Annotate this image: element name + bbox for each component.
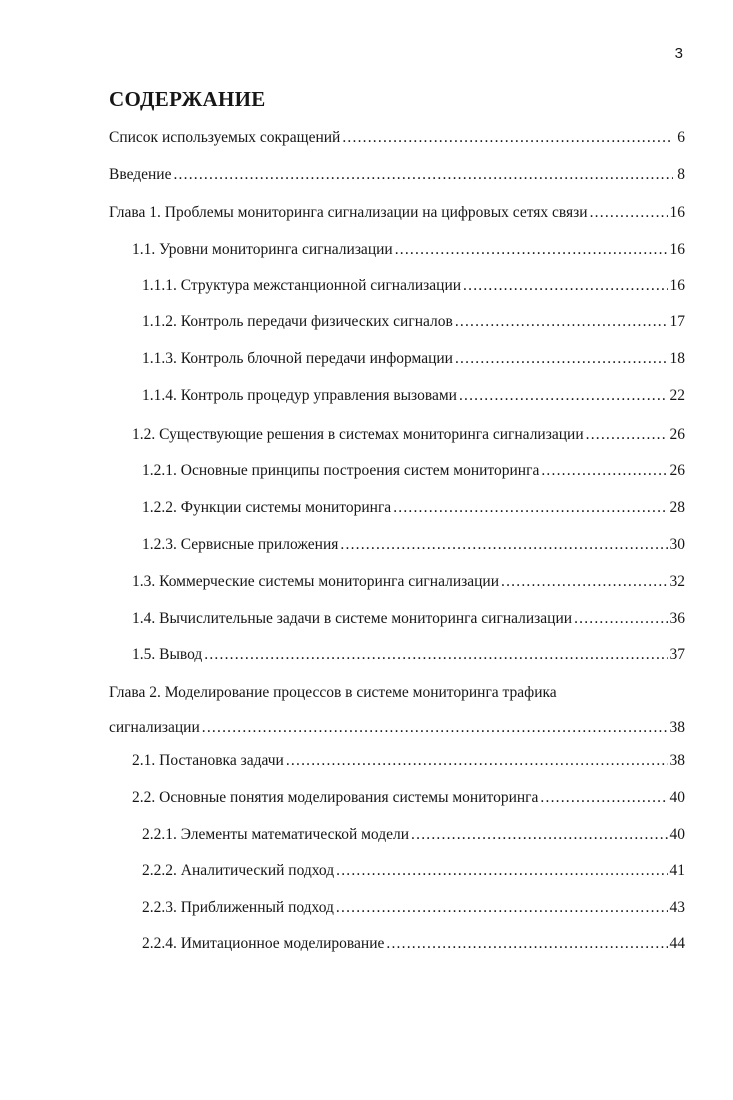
dot-leader [204,642,667,668]
dot-leader [463,273,667,299]
toc-entry-page: 40 [669,789,685,806]
dot-leader [590,200,668,226]
dot-leader [286,748,668,774]
dot-leader [455,309,668,335]
toc-entry-page: 17 [669,313,685,330]
toc-entry [142,858,685,884]
toc-entry [142,495,685,521]
toc-entry-page: 16 [669,277,685,294]
toc-entry [142,309,685,335]
toc-entry-title: 2.2. Основные понятия моделирования системы мониторинга [132,789,539,806]
toc-entry-page: 26 [669,426,685,443]
toc-entry-title: 1.1.3. Контроль блочной передачи информации [142,350,453,367]
toc-entry-title: 2.2.3. Приближенный подход [142,899,334,916]
toc-entry-page: 38 [669,719,685,736]
toc-entry [142,346,685,372]
toc-entry-page: 8 [677,166,685,183]
toc-entry [109,162,685,188]
toc-entry [132,422,685,448]
toc-entry-title: 1.1.4. Контроль процедур управления вызовами [142,387,457,404]
toc-entry-title-line1: Глава 2. Моделирование процессов в системе мониторинга трафика [109,684,557,701]
dot-leader [540,785,667,811]
toc-entry-page: 6 [677,129,685,146]
toc-entry-title: 1.2.2. Функции системы мониторинга [142,499,392,516]
toc-entry-title-line2: сигнализации [109,719,200,736]
toc-entry-title: 1.1.2. Контроль передачи физических сигналов [142,313,453,330]
page-title: СОДЕРЖАНИЕ [109,87,266,111]
toc-entry [132,569,685,595]
toc-entry [109,200,685,226]
toc-entry-title: 1.1. Уровни мониторинга сигнализации [132,241,393,258]
toc-entry [142,822,685,848]
toc-entry-title: 1.4. Вычислительные задачи в системе мониторинга сигнализации [132,610,573,627]
toc-entry-page: 32 [669,573,685,590]
toc-entry [109,680,685,741]
dot-leader [342,125,673,151]
toc-entry [109,125,685,151]
toc-entry [142,895,685,921]
toc-entry-title: 1.2.1. Основные принципы построения систем мониторинга [142,462,540,479]
toc-entry [132,237,685,263]
toc-entry-page: 16 [669,241,685,258]
toc-entry-page: 28 [669,499,685,516]
toc-entry-title: 1.3. Коммерческие системы мониторинга сигнализации [132,573,500,590]
toc-entry-page: 41 [669,862,685,879]
toc-entry-page: 40 [669,826,685,843]
toc-entry-page: 18 [669,350,685,367]
toc-entry-page: 43 [669,899,685,916]
toc-entry [142,458,685,484]
toc-entry-page: 38 [669,752,685,769]
dot-leader [340,532,667,558]
toc-entry-page: 37 [669,646,685,663]
dot-leader [459,383,668,409]
toc-entry [132,642,685,668]
toc-entry-line2 [109,715,685,741]
toc-entry [142,273,685,299]
toc-entry-page: 30 [669,536,685,553]
toc-entry-title: 1.2.3. Сервисные приложения [142,536,339,553]
toc-entry [142,931,685,957]
dot-leader [541,458,667,484]
dot-leader [411,822,667,848]
toc-entry-page: 16 [669,204,685,221]
dot-leader [202,715,668,741]
toc-entry [142,532,685,558]
toc-entry-title: 2.2.1. Элементы математической модели [142,826,410,843]
toc-entry-title: 2.2.4. Имитационное моделирование [142,935,385,952]
toc-entry-title: 1.5. Вывод [132,646,203,663]
dot-leader [336,895,668,921]
toc-entry [132,785,685,811]
toc-entry [142,383,685,409]
toc-entry [132,748,685,774]
dot-leader [501,569,667,595]
toc-entry-title: Список используемых сокращений [109,129,341,146]
toc-entry-page: 36 [669,610,685,627]
toc-entry-page: 22 [669,387,685,404]
dot-leader [393,495,667,521]
dot-leader [395,237,668,263]
page-number: 3 [674,45,683,62]
toc-entry-page: 26 [669,462,685,479]
toc-entry-title: 1.1.1. Структура межстанционной сигнализации [142,277,462,294]
dot-leader [455,346,668,372]
toc-entry-title: 1.2. Существующие решения в системах мониторинга сигнализации [132,426,584,443]
dot-leader [386,931,667,957]
dot-leader [586,422,668,448]
toc-entry-title: 2.2.2. Аналитический подход [142,862,335,879]
dot-leader [336,858,667,884]
toc-entry-title: 2.1. Постановка задачи [132,752,284,769]
toc-entry [132,606,685,632]
toc-entry-title: Введение [109,166,172,183]
dot-leader [574,606,667,632]
dot-leader [173,162,673,188]
toc-entry-title: Глава 1. Проблемы мониторинга сигнализации на цифровых сетях связи [109,204,588,221]
toc-entry-page: 44 [669,935,685,952]
